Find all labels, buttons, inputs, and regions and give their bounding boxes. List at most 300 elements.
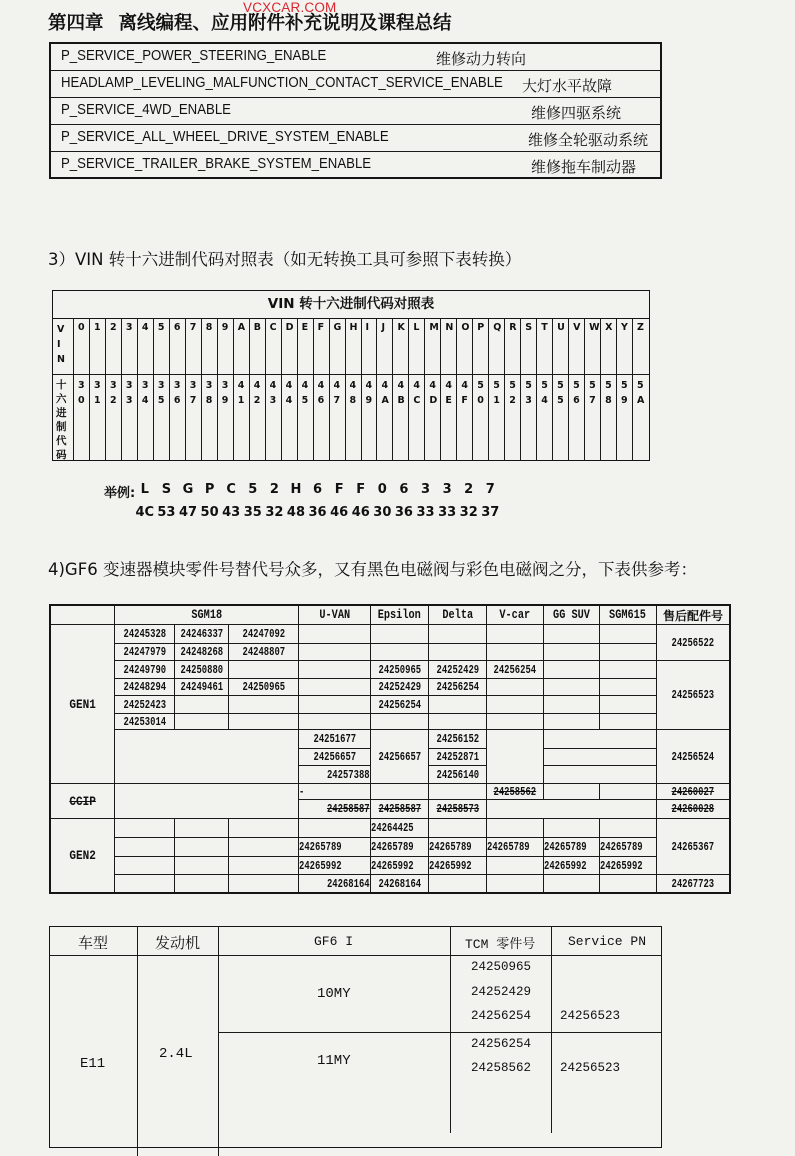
table-cell (115, 714, 175, 730)
example-vin-char: F (334, 482, 344, 497)
table-cell (229, 857, 299, 875)
example-vin-char: F (356, 482, 366, 497)
vin-row-header (53, 319, 74, 374)
part-number: 24268164 (327, 876, 370, 891)
hex-code: 5A (637, 380, 645, 406)
table-cell (600, 714, 657, 730)
header-model: 车型 (78, 934, 109, 952)
table-cell (175, 661, 229, 679)
service-code: P_SERVICE_ALL_WHEEL_DRIVE_SYSTEM_ENABLE (61, 128, 389, 145)
hex-code-cell (489, 374, 505, 460)
hex-code-cell (170, 374, 186, 460)
table-cell (544, 857, 600, 875)
vin-char-cell (457, 319, 473, 374)
vin-char-cell (186, 319, 202, 374)
hex-code-cell (473, 374, 489, 460)
hex-code: 4C (413, 380, 421, 406)
gf6-cell (219, 1033, 451, 1133)
header-vcar: V-car (499, 608, 531, 622)
table-cell (544, 766, 657, 784)
example-hex-code: 33 (416, 505, 435, 520)
group-label: CCIP (69, 793, 96, 809)
header-cell (429, 606, 487, 625)
hex-code-cell (537, 374, 553, 460)
vin-char: C (269, 322, 277, 333)
hex-code-cell (569, 374, 585, 460)
vin-char: G (333, 322, 342, 333)
header-corner (51, 606, 115, 625)
table-cell (429, 730, 487, 749)
hex-code: 31 (93, 380, 101, 406)
hex-code: 33 (125, 380, 133, 406)
table-cell (229, 625, 299, 644)
example-vin-char: H (290, 482, 302, 497)
hex-code-cell (90, 374, 106, 460)
example-hex-code: 36 (394, 505, 413, 520)
example-vin-char: 6 (399, 482, 409, 497)
table-cell (115, 679, 175, 696)
header-engine: 发动机 (155, 934, 201, 952)
table-cell (299, 857, 371, 875)
aftersales-cell (657, 819, 729, 875)
part-number: 24257388 (327, 767, 370, 782)
table-cell (229, 819, 299, 838)
hex-code-cell (457, 374, 473, 460)
example-hex-code: 43 (222, 505, 241, 520)
service-pn-cell (552, 956, 661, 1033)
table-cell (600, 679, 657, 696)
vin-char: S (525, 322, 533, 333)
vin-char: 2 (109, 322, 117, 333)
table-cell (115, 730, 299, 784)
part-number: 24252423 (123, 697, 166, 712)
hex-code-cell (377, 374, 393, 460)
table-row (51, 125, 660, 152)
model-value: E11 (80, 1056, 106, 1072)
table-cell (429, 857, 487, 875)
vin-char: N (445, 322, 454, 333)
vin-char-cell (425, 319, 441, 374)
hex-code-cell (74, 374, 90, 460)
vin-char: 8 (205, 322, 213, 333)
vin-char-cell (553, 319, 569, 374)
header-uvan: U-VAN (319, 608, 350, 622)
table-cell (429, 714, 487, 730)
service-desc: 维修动力转向 (436, 50, 527, 68)
header-cell (600, 606, 657, 625)
table-cell (544, 696, 600, 714)
table-cell (371, 661, 429, 679)
vin-char-cell (74, 319, 90, 374)
service-code: HEADLAMP_LEVELING_MALFUNCTION_CONTACT_SERVICE_ENABLE (61, 74, 503, 91)
vin-char-cell (377, 319, 393, 374)
hex-code-cell (617, 374, 633, 460)
hex-code: 36 (173, 380, 181, 406)
hex-code-cell (346, 374, 362, 460)
vin-char-cell (106, 319, 122, 374)
table-cell (371, 819, 429, 838)
hex-code-cell (553, 374, 569, 460)
example-hex-code: 36 (308, 505, 327, 520)
tcm-cell (451, 1033, 552, 1133)
hex-code-cell (362, 374, 378, 460)
table-cell (229, 644, 299, 661)
vin-grid (53, 319, 649, 460)
header-epsilon: Epsilon (377, 608, 422, 622)
example-vin-char: 5 (248, 482, 258, 497)
example-vin-char: 0 (377, 482, 387, 497)
part-number: 24256657 (378, 749, 421, 764)
table-cell (544, 784, 600, 800)
hex-code: 55 (557, 380, 564, 406)
table-cell (487, 625, 544, 644)
hex-code-cell (266, 374, 282, 460)
header-cell (552, 927, 661, 956)
gf6-cell (219, 956, 451, 1033)
gf6-year: 10MY (317, 986, 351, 1002)
vin-char-cell (90, 319, 106, 374)
table-cell (600, 857, 657, 875)
header-cell (138, 927, 219, 956)
example-hex-code: 46 (330, 505, 349, 520)
hex-code: 47 (333, 380, 341, 406)
header-cell (299, 606, 371, 625)
table-cell (115, 875, 175, 892)
hex-code: 44 (285, 380, 293, 406)
table-cell (487, 730, 544, 784)
vin-char-cell (601, 319, 617, 374)
vin-char: 5 (157, 322, 165, 333)
hex-code: 38 (205, 380, 213, 406)
example-hex-code: 32 (459, 505, 478, 520)
example-vin-char: 2 (269, 482, 279, 497)
table-row (51, 71, 660, 98)
tcm-part: 24250965 (471, 960, 532, 974)
table-cell (487, 714, 544, 730)
vin-char-cell (170, 319, 186, 374)
vin-char: 0 (78, 322, 85, 333)
table-cell (115, 644, 175, 661)
table-cell (299, 784, 371, 800)
example-hex-code: 37 (481, 505, 500, 520)
vin-char-cell (489, 319, 505, 374)
vin-char: 1 (93, 322, 101, 333)
hex-code-cell (425, 374, 441, 460)
table-cell (371, 679, 429, 696)
watermark: VCXCAR.COM (243, 0, 337, 15)
hex-code-cell (202, 374, 218, 460)
vin-char-cell (202, 319, 218, 374)
header-ggsuv: GG SUV (553, 608, 590, 622)
vin-char-cell (473, 319, 489, 374)
table-cell (487, 644, 544, 661)
table-cell (429, 625, 487, 644)
part-number: 24267723 (671, 876, 715, 891)
table-cell (487, 784, 544, 800)
hex-code-cell (330, 374, 346, 460)
table-cell (487, 800, 657, 819)
hex-code: 58 (605, 380, 612, 406)
hex-row-header (53, 374, 74, 460)
part-number: 24250880 (180, 662, 223, 677)
table-cell (299, 875, 371, 892)
header-delta: Delta (442, 608, 473, 622)
vin-char-cell (266, 319, 282, 374)
model-cell (50, 956, 138, 1156)
hex-code-cell (234, 374, 250, 460)
table-cell (299, 661, 371, 679)
service-code: P_SERVICE_TRAILER_BRAKE_SYSTEM_ENABLE (61, 155, 372, 172)
example-vin-char: S (161, 482, 172, 497)
hex-row-label: 十六进制代码 (56, 379, 67, 461)
table-row (51, 152, 660, 177)
part-number: 24256522 (671, 635, 715, 650)
table-cell (544, 749, 657, 766)
header-cell (487, 606, 544, 625)
table-cell (544, 819, 600, 838)
example-hex-code: 46 (351, 505, 370, 520)
header-cell (451, 927, 552, 956)
vin-char-cell (346, 319, 362, 374)
table-cell (544, 838, 600, 857)
group-label: GEN2 (69, 848, 96, 863)
tcm-cell (451, 956, 552, 1033)
table-cell (115, 819, 175, 838)
vin-char: 3 (125, 322, 133, 333)
table-cell (487, 679, 544, 696)
table-cell (429, 875, 487, 892)
service-code: P_SERVICE_POWER_STEERING_ENABLE (61, 47, 327, 64)
hex-code: 50 (477, 380, 484, 406)
vin-char: K (397, 322, 405, 333)
vin-char-cell (234, 319, 250, 374)
vin-char: E (301, 322, 309, 333)
aftersales-cell (657, 875, 729, 892)
hex-code: 41 (237, 380, 245, 406)
vin-char: J (381, 322, 386, 333)
part-number: - (299, 784, 305, 799)
hex-code: 4D (429, 380, 438, 406)
table-cell (299, 730, 371, 749)
vin-char-cell (282, 319, 298, 374)
hex-code-cell (505, 374, 521, 460)
part-number: 24256254 (436, 680, 479, 694)
vin-char: R (509, 322, 517, 333)
hex-code: 30 (78, 380, 85, 406)
table-cell (429, 838, 487, 857)
service-desc: 大灯水平故障 (522, 77, 613, 95)
part-number: 24265992 (544, 858, 587, 873)
example-label: 举例: (104, 486, 136, 501)
chapter-label: 第四章 (48, 13, 104, 34)
header-cell (115, 606, 299, 625)
table-cell (229, 679, 299, 696)
header-cell (544, 606, 600, 625)
vin-char-cell (298, 319, 314, 374)
vin-char: W (589, 322, 600, 333)
part-number: 24268164 (378, 876, 421, 891)
service-enable-table (49, 42, 662, 179)
hex-code-cell (314, 374, 330, 460)
vin-char-cell (537, 319, 553, 374)
vin-table-title: VIN 转十六进制代码对照表 (53, 291, 649, 319)
hex-code-cell (393, 374, 409, 460)
part-number: 24247092 (242, 627, 285, 641)
hex-code-cell (409, 374, 425, 460)
hex-code-cell (218, 374, 234, 460)
table-cell (175, 679, 229, 696)
part-number: 24253014 (123, 714, 166, 729)
vin-char-cell (409, 319, 425, 374)
vin-char: D (285, 322, 294, 333)
hex-code: 53 (525, 380, 532, 406)
table-cell (600, 644, 657, 661)
part-number: 24246337 (180, 627, 223, 641)
example-hex-code: 35 (243, 505, 262, 520)
part-number: 24256524 (671, 749, 715, 764)
aftersales-cell (657, 800, 729, 819)
table-cell (229, 838, 299, 857)
hex-code: 32 (109, 380, 117, 406)
vin-char: O (461, 322, 470, 333)
table-cell (175, 875, 229, 892)
table-cell (487, 696, 544, 714)
table-cell (175, 838, 229, 857)
part-number: 24252429 (378, 680, 421, 694)
part-number: 24256254 (493, 662, 537, 677)
vin-char-cell (393, 319, 409, 374)
example-vin-char: C (226, 482, 236, 497)
service-pn-cell (552, 1033, 661, 1133)
vin-char: Q (493, 322, 502, 333)
vin-char-cell (314, 319, 330, 374)
hex-code-cell (250, 374, 266, 460)
vin-char-cell (585, 319, 601, 374)
table-cell (429, 696, 487, 714)
table-cell (175, 714, 229, 730)
table-cell (229, 696, 299, 714)
table-cell (299, 625, 371, 644)
part-number: 24260028 (671, 802, 715, 816)
table-cell (600, 696, 657, 714)
header-aftersales: 售后配件号 (662, 608, 723, 623)
example-hex-code: 33 (438, 505, 457, 520)
part-number: 24265789 (299, 840, 342, 854)
service-desc: 维修四驱系统 (531, 104, 622, 122)
example-hex-row (134, 505, 501, 520)
table-cell (429, 661, 487, 679)
hex-code: 4E (445, 380, 452, 406)
table-cell (115, 696, 175, 714)
hex-code: 45 (301, 380, 309, 406)
hex-code: 56 (573, 380, 580, 406)
hex-code-cell (282, 374, 298, 460)
tcm-part: 24256254 (471, 1037, 532, 1051)
example-hex-code: 53 (157, 505, 176, 520)
vin-char: L (413, 322, 420, 333)
part-number: 24265992 (371, 858, 414, 873)
vin-char-cell (569, 319, 585, 374)
table-cell (175, 857, 229, 875)
vin-char: M (429, 322, 439, 333)
part-number: 24260027 (671, 784, 715, 799)
hex-code-cell (441, 374, 457, 460)
example-vin-char: 3 (420, 482, 431, 497)
hex-code: 54 (541, 380, 548, 406)
hex-code-cell (585, 374, 601, 460)
part-number: 24252871 (436, 750, 479, 764)
vin-char-cell (122, 319, 138, 374)
example-vin-char: 2 (464, 482, 474, 497)
example-hex-code: 32 (265, 505, 284, 520)
header-cell (657, 606, 729, 625)
group-label-cell (51, 819, 115, 892)
part-number: 24256140 (436, 767, 479, 782)
aftersales-cell (657, 625, 729, 661)
part-number: 24258587 (378, 802, 421, 816)
vin-char-cell (633, 319, 649, 374)
chapter-heading: 离线编程、应用附件补充说明及课程总结 (118, 13, 452, 34)
hex-code-cell (106, 374, 122, 460)
hex-code: 59 (621, 380, 628, 406)
part-number: 24247979 (123, 645, 166, 659)
table-cell (175, 696, 229, 714)
table-cell (115, 857, 175, 875)
header-sgm615: SGM615 (609, 608, 647, 622)
hex-code-cell (633, 374, 649, 460)
hex-code: 4F (461, 380, 468, 406)
table-cell (299, 766, 371, 784)
part-number: 24256254 (378, 697, 421, 712)
example-vin-char: 7 (485, 482, 495, 497)
hex-code: 4A (381, 380, 389, 406)
example-vin-char: P (204, 482, 215, 497)
tcm-part: 24258562 (471, 1061, 532, 1075)
vin-char-cell (250, 319, 266, 374)
vin-char: U (557, 322, 565, 333)
hex-code-cell (601, 374, 617, 460)
hex-code-cell (138, 374, 154, 460)
table-cell (429, 819, 487, 838)
hex-code-cell (122, 374, 138, 460)
example-vin-char: 3 (442, 482, 452, 497)
section4-heading: 4)GF6 变速器模块零件号替代号众多，又有黑色电磁阀与彩色电磁阀之分，下表供参考： (48, 560, 697, 579)
table-cell (299, 838, 371, 857)
vin-char: 4 (141, 322, 149, 333)
table-cell (115, 625, 175, 644)
part-number: 24265789 (600, 840, 643, 854)
table-cell (429, 784, 487, 800)
vin-char-cell (218, 319, 234, 374)
table-cell (600, 875, 657, 892)
part-number: 24256657 (313, 750, 356, 764)
hex-code: 49 (365, 380, 373, 406)
table-cell (487, 661, 544, 679)
example-vin-char: L (140, 482, 149, 497)
header-cell (371, 606, 429, 625)
example-hex-code: 50 (200, 505, 219, 520)
part-number: 24245328 (123, 627, 166, 641)
table-cell (175, 644, 229, 661)
table-cell (371, 714, 429, 730)
header-sgm18: SGM18 (191, 608, 222, 622)
vin-char: P (477, 322, 485, 333)
vin-char: X (605, 322, 613, 333)
hex-code: 52 (509, 380, 516, 406)
vin-char: H (349, 322, 358, 333)
header-gf6: GF6 I (314, 934, 354, 949)
vin-hex-table (52, 290, 650, 461)
